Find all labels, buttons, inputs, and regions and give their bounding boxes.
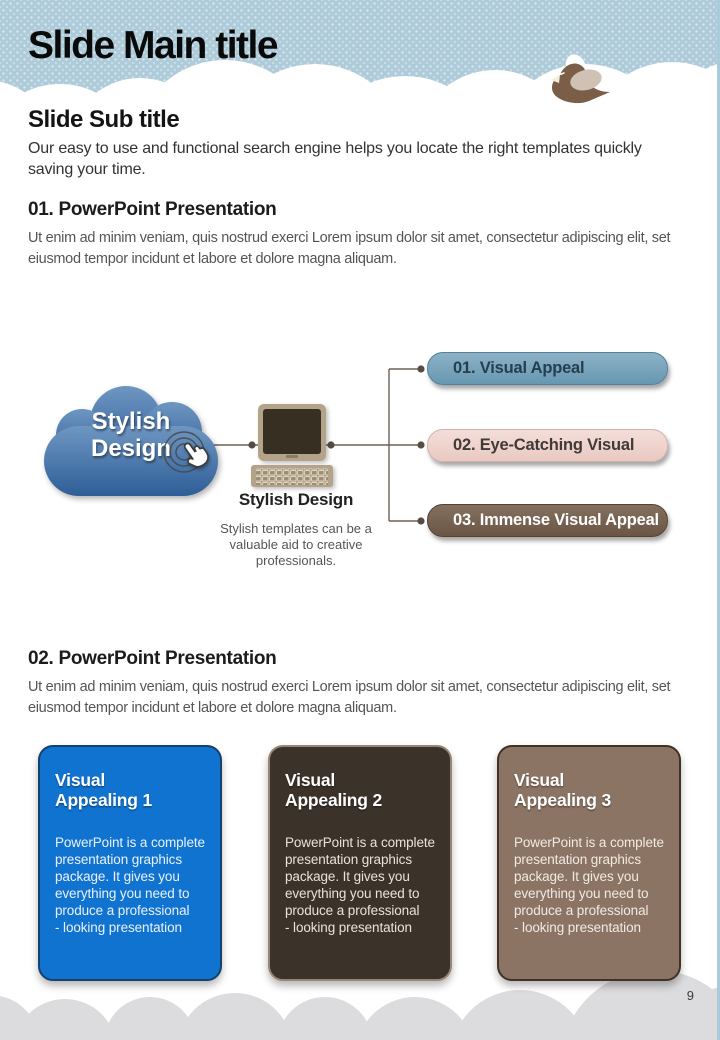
page-number: 9 [686, 988, 694, 1003]
diagram-caption-title: Stylish Design [238, 490, 354, 509]
cloud-label: Stylish Design [90, 408, 171, 462]
card-visual-appealing-2 [268, 745, 452, 981]
desktop-computer-icon [248, 404, 336, 490]
page-title: Slide Main title [28, 24, 278, 67]
process-diagram [0, 340, 720, 590]
sub-title: Slide Sub title [28, 106, 180, 133]
section-2-body: Ut enim ad minim veniam, quis nostrud exerci Lorem ipsum dolor sit amet, consectetur adipiscing elit, set eiusmod tempor incidunt et labore et dolore magna aliquam. [28, 679, 671, 716]
card-title: Visual Appealing 3 [514, 770, 611, 811]
dove-icon [544, 52, 628, 114]
card-title: Visual Appealing 2 [285, 770, 382, 811]
hand-cursor-icon [168, 438, 224, 494]
card-body: PowerPoint is a complete presentation graphics package. It gives you everything you need to produce a professional - looking presentation [285, 835, 435, 936]
pill-03-immense-visual-appeal: 03. Immense Visual Appeal [427, 504, 668, 537]
section-1-body: Ut enim ad minim veniam, quis nostrud exerci Lorem ipsum dolor sit amet, consectetur adipiscing elit, set eiusmod tempor incidunt et labore et dolore magna aliquam. [28, 230, 671, 267]
section-1-heading: 01. PowerPoint Presentation [28, 199, 277, 220]
pill-02-eye-catching-visual: 02. Eye-Catching Visual [427, 429, 668, 462]
card-visual-appealing-3 [497, 745, 681, 981]
intro-text: Our easy to use and functional search engine helps you locate the right templates quickly saving your time. [28, 140, 642, 179]
section-2-heading: 02. PowerPoint Presentation [28, 648, 277, 669]
card-title: Visual Appealing 1 [55, 770, 152, 811]
diagram-caption [214, 490, 378, 569]
diagram-caption-text: Stylish templates can be a valuable aid to creative professionals. [220, 521, 372, 568]
card-visual-appealing-1 [38, 745, 222, 981]
card-body: PowerPoint is a complete presentation graphics package. It gives you everything you need to produce a professional - looking presentation [55, 835, 205, 936]
card-body: PowerPoint is a complete presentation graphics package. It gives you everything you need to produce a professional - looking presentation [514, 835, 664, 936]
pill-01-visual-appeal: 01. Visual Appeal [427, 352, 668, 385]
